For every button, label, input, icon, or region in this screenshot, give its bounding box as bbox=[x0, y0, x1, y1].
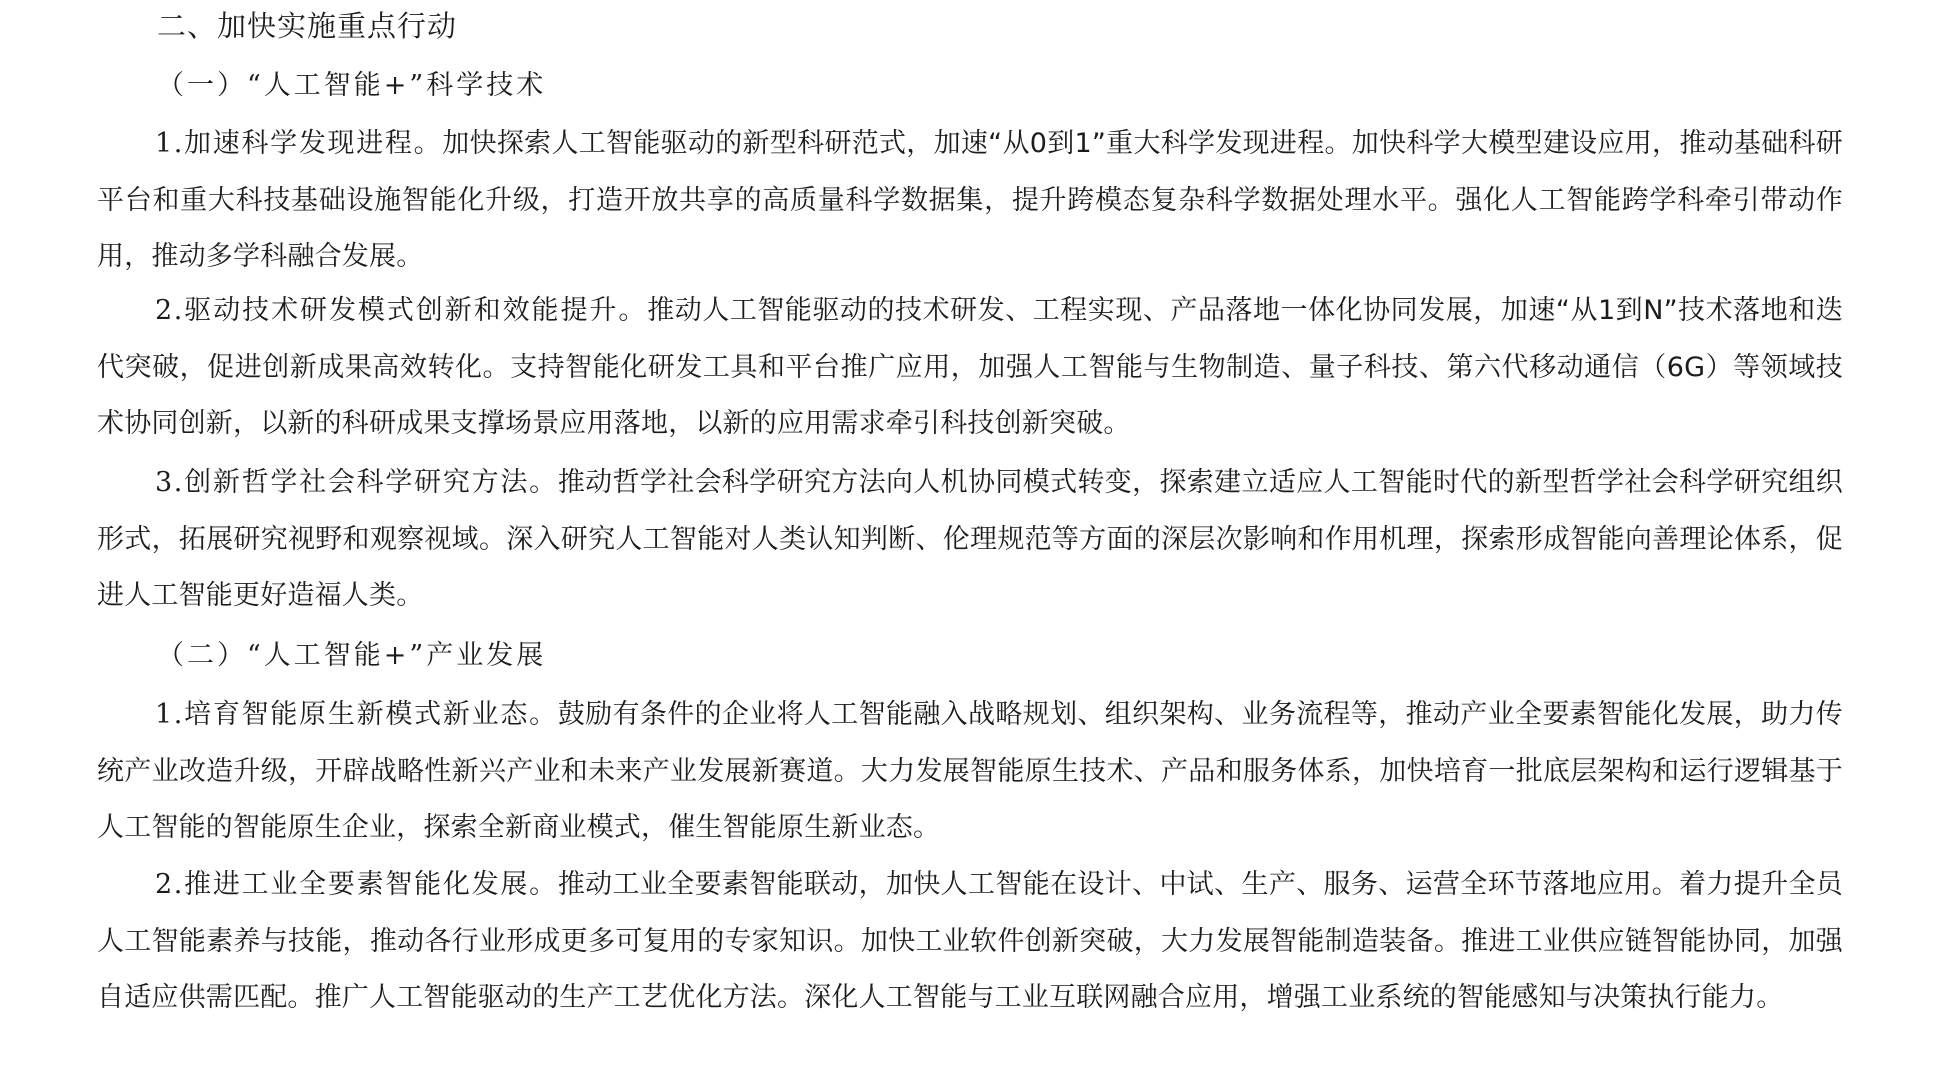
paragraph-lead: 3.创新哲学社会科学研究方法。 bbox=[155, 467, 558, 498]
paragraph-industry-2 bbox=[97, 857, 1843, 1027]
paragraph-body: 加快探索人工智能驱动的新型科研范式，加速“从0到1”重大科学发现进程。加快科学大模型建设应用，推动基础科研平台和重大科技基础设施智能化升级，打造开放共享的高质量科学数据集，提升跨模态复杂科学数据处理水平。强化人工智能跨学科牵引带动作用，推动多学科融合发展。 bbox=[97, 128, 1843, 272]
paragraph-science-2 bbox=[97, 283, 1843, 453]
section-heading: 二、加快实施重点行动 bbox=[157, 9, 458, 43]
sub-heading-industry: （二）“人工智能+”产业发展 bbox=[157, 640, 547, 671]
paragraph-lead: 2.推进工业全要素智能化发展。 bbox=[155, 869, 558, 900]
paragraph-body: 推动工业全要素智能联动，加快人工智能在设计、中试、生产、服务、运营全环节落地应用。着力提升全员人工智能素养与技能，推动各行业形成更多可复用的专家知识。加快工业软件创新突破，大力发展智能制造装备。推进工业供应链智能协同，加强自适应供需匹配。推广人工智能驱动的生产工艺优化方法。深化人工智能与工业互联网融合应用，增强工业系统的智能感知与决策执行能力。 bbox=[97, 869, 1843, 1013]
paragraph-science-3 bbox=[97, 455, 1843, 625]
sub-heading-science-tech: （一）“人工智能+”科学技术 bbox=[157, 70, 547, 101]
paragraph-body: 推动人工智能驱动的技术研发、工程实现、产品落地一体化协同发展，加速“从1到N”技术落地和迭代突破，促进创新成果高效转化。支持智能化研发工具和平台推广应用，加强人工智能与生物制造、量子科技、第六代移动通信（6G）等领域技术协同创新，以新的科研成果支撑场景应用落地，以新的应用需求牵引科技创新突破。 bbox=[97, 295, 1843, 439]
paragraph-lead: 2.驱动技术研发模式创新和效能提升。 bbox=[155, 295, 648, 326]
paragraph-lead: 1.培育智能原生新模式新业态。 bbox=[155, 699, 558, 730]
paragraph-science-1 bbox=[97, 116, 1843, 286]
paragraph-body: 推动哲学社会科学研究方法向人机协同模式转变，探索建立适应人工智能时代的新型哲学社会科学研究组织形式，拓展研究视野和观察视域。深入研究人工智能对人类认知判断、伦理规范等方面的深层次影响和作用机理，探索形成智能向善理论体系，促进人工智能更好造福人类。 bbox=[97, 467, 1843, 611]
paragraph-industry-1 bbox=[97, 687, 1843, 857]
paragraph-body: 鼓励有条件的企业将人工智能融入战略规划、组织架构、业务流程等，推动产业全要素智能化发展，助力传统产业改造升级，开辟战略性新兴产业和未来产业发展新赛道。大力发展智能原生技术、产品和服务体系，加快培育一批底层架构和运行逻辑基于人工智能的智能原生企业，探索全新商业模式，催生智能原生新业态。 bbox=[97, 699, 1843, 843]
paragraph-lead: 1.加速科学发现进程。 bbox=[155, 128, 443, 159]
